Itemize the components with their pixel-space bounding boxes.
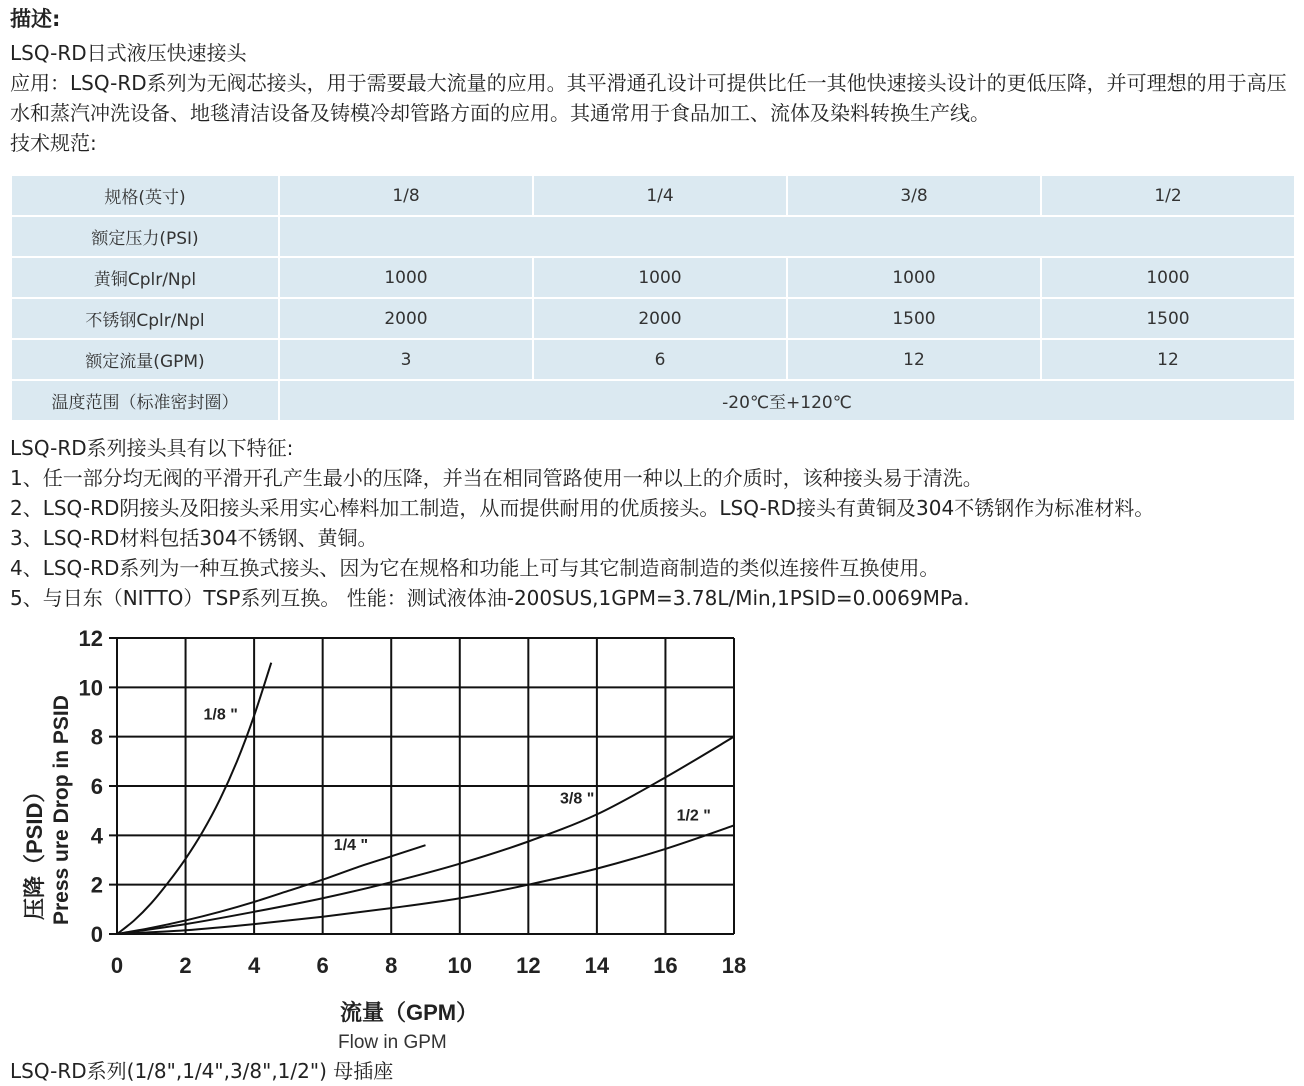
- y-tick-label: 6: [90, 774, 103, 799]
- table-row: [11, 298, 1295, 339]
- chart-grid: [109, 638, 734, 934]
- series-label: 1/8 ": [203, 706, 238, 724]
- y-axis-label: 压降（PSID）: [22, 780, 47, 920]
- table-row: [11, 175, 1295, 216]
- series-line: [117, 825, 734, 934]
- feature-item: 4、LSQ-RD系列为一种互换式接头、因为它在规格和功能上可与其它制造商制造的类似连接件互换使用。: [10, 556, 940, 580]
- x-tick-label: 14: [584, 953, 610, 978]
- table-cell: 不锈钢Cplr/Npl: [11, 298, 279, 339]
- y-tick-label: 4: [90, 823, 103, 849]
- chart-series-labels: [204, 706, 711, 854]
- x-tick-label: 6: [316, 953, 329, 978]
- chart-series-group: [117, 663, 734, 934]
- y-tick-label: 8: [90, 724, 103, 750]
- table-row: [11, 216, 1295, 257]
- series-label: 3/8 ": [560, 790, 595, 808]
- pressure-drop-chart: [0, 620, 780, 1060]
- y-tick-label: 2: [90, 872, 103, 898]
- table-cell: 3/8: [787, 175, 1041, 216]
- x-tick-label: 16: [653, 953, 678, 978]
- x-tick-label: 10: [447, 953, 473, 978]
- table-cell: 1500: [787, 298, 1041, 339]
- x-tick-label: 0: [110, 953, 124, 978]
- table-cell-empty: [279, 216, 1295, 257]
- table-cell: 1500: [1041, 298, 1295, 339]
- x-axis-label: 流量（GPM）: [340, 1000, 479, 1025]
- table-cell: 2000: [279, 298, 533, 339]
- x-tick-label: 4: [247, 953, 261, 978]
- feature-item: 2、LSQ-RD阴接头及阳接头采用实心棒料加工制造，从而提供耐用的优质接头。LSQ-RD接头有黄铜及304不锈钢作为标准材料。: [10, 496, 1155, 520]
- table-cell: 1/4: [533, 175, 787, 216]
- features-heading: LSQ-RD系列接头具有以下特征:: [10, 436, 294, 460]
- table-row: [11, 257, 1295, 298]
- table-cell: -20℃至+120℃: [279, 380, 1295, 421]
- table-cell: 3: [279, 339, 533, 380]
- table-cell: 额定压力(PSI): [11, 216, 279, 257]
- spec-heading: 技术规范:: [10, 131, 97, 155]
- table-row: [11, 380, 1295, 421]
- table-cell: 1000: [787, 257, 1041, 298]
- table-cell: 规格(英寸): [11, 175, 279, 216]
- series-label: 1/4 ": [333, 837, 369, 855]
- table-cell: 温度范围（标准密封圈）: [11, 380, 279, 421]
- table-cell: 1000: [533, 257, 787, 298]
- spec-table: [10, 174, 1296, 422]
- x-tick-label: 2: [179, 953, 192, 978]
- product-name: LSQ-RD日式液压快速接头: [10, 41, 247, 65]
- table-cell: 12: [1041, 339, 1295, 380]
- feature-item: 1、任一部分均无阀的平滑开孔产生最小的压降，并当在相同管路使用一种以上的介质时，该种接头易于清洗。: [10, 466, 983, 490]
- table-cell: 6: [533, 339, 787, 380]
- y-tick-label: 0: [90, 922, 103, 947]
- x-tick-label: 12: [516, 953, 541, 978]
- description-heading: 描述:: [10, 7, 61, 31]
- x-tick-label: 8: [385, 953, 398, 978]
- feature-item: 5、与日东（NITTO）TSP系列互换。 性能：测试液体油-200SUS,1GPM=3.78L/Min,1PSID=0.0069MPa.: [10, 586, 970, 610]
- table-row: [11, 339, 1295, 380]
- series-line: [117, 663, 271, 934]
- table-cell: 额定流量(GPM): [11, 339, 279, 380]
- application-paragraph: 应用：LSQ-RD系列为无阀芯接头，用于需要最大流量的应用。其平滑通孔设计可提供比任一其他快速接头设计的更低压降，并可理想的用于高压水和蒸汽冲洗设备、地毯清洁设备及铸模冷却管路方面的应用。其通常用于食品加工、流体及染料转换生产线。: [10, 71, 1287, 125]
- table-cell: 1000: [279, 257, 533, 298]
- table-cell: 1/8: [279, 175, 533, 216]
- table-cell: 12: [787, 339, 1041, 380]
- feature-item: 3、LSQ-RD材料包括304不锈钢、黄铜。: [10, 526, 378, 550]
- table-cell: 黄铜Cplr/Npl: [11, 257, 279, 298]
- table-cell: 2000: [533, 298, 787, 339]
- y-tick-label: 10: [78, 675, 103, 701]
- y-axis-label-en: Press ure Drop in PSID: [50, 695, 73, 925]
- y-tick-label: 12: [78, 626, 103, 651]
- image-caption: LSQ-RD系列(1/8",1/4",3/8",1/2") 母插座: [10, 1059, 394, 1083]
- series-label: 1/2 ": [676, 807, 711, 825]
- x-tick-label: 18: [721, 953, 747, 978]
- table-cell: 1/2: [1041, 175, 1295, 216]
- table-cell: 1000: [1041, 257, 1295, 298]
- x-axis-label-en: Flow in GPM: [338, 1032, 447, 1053]
